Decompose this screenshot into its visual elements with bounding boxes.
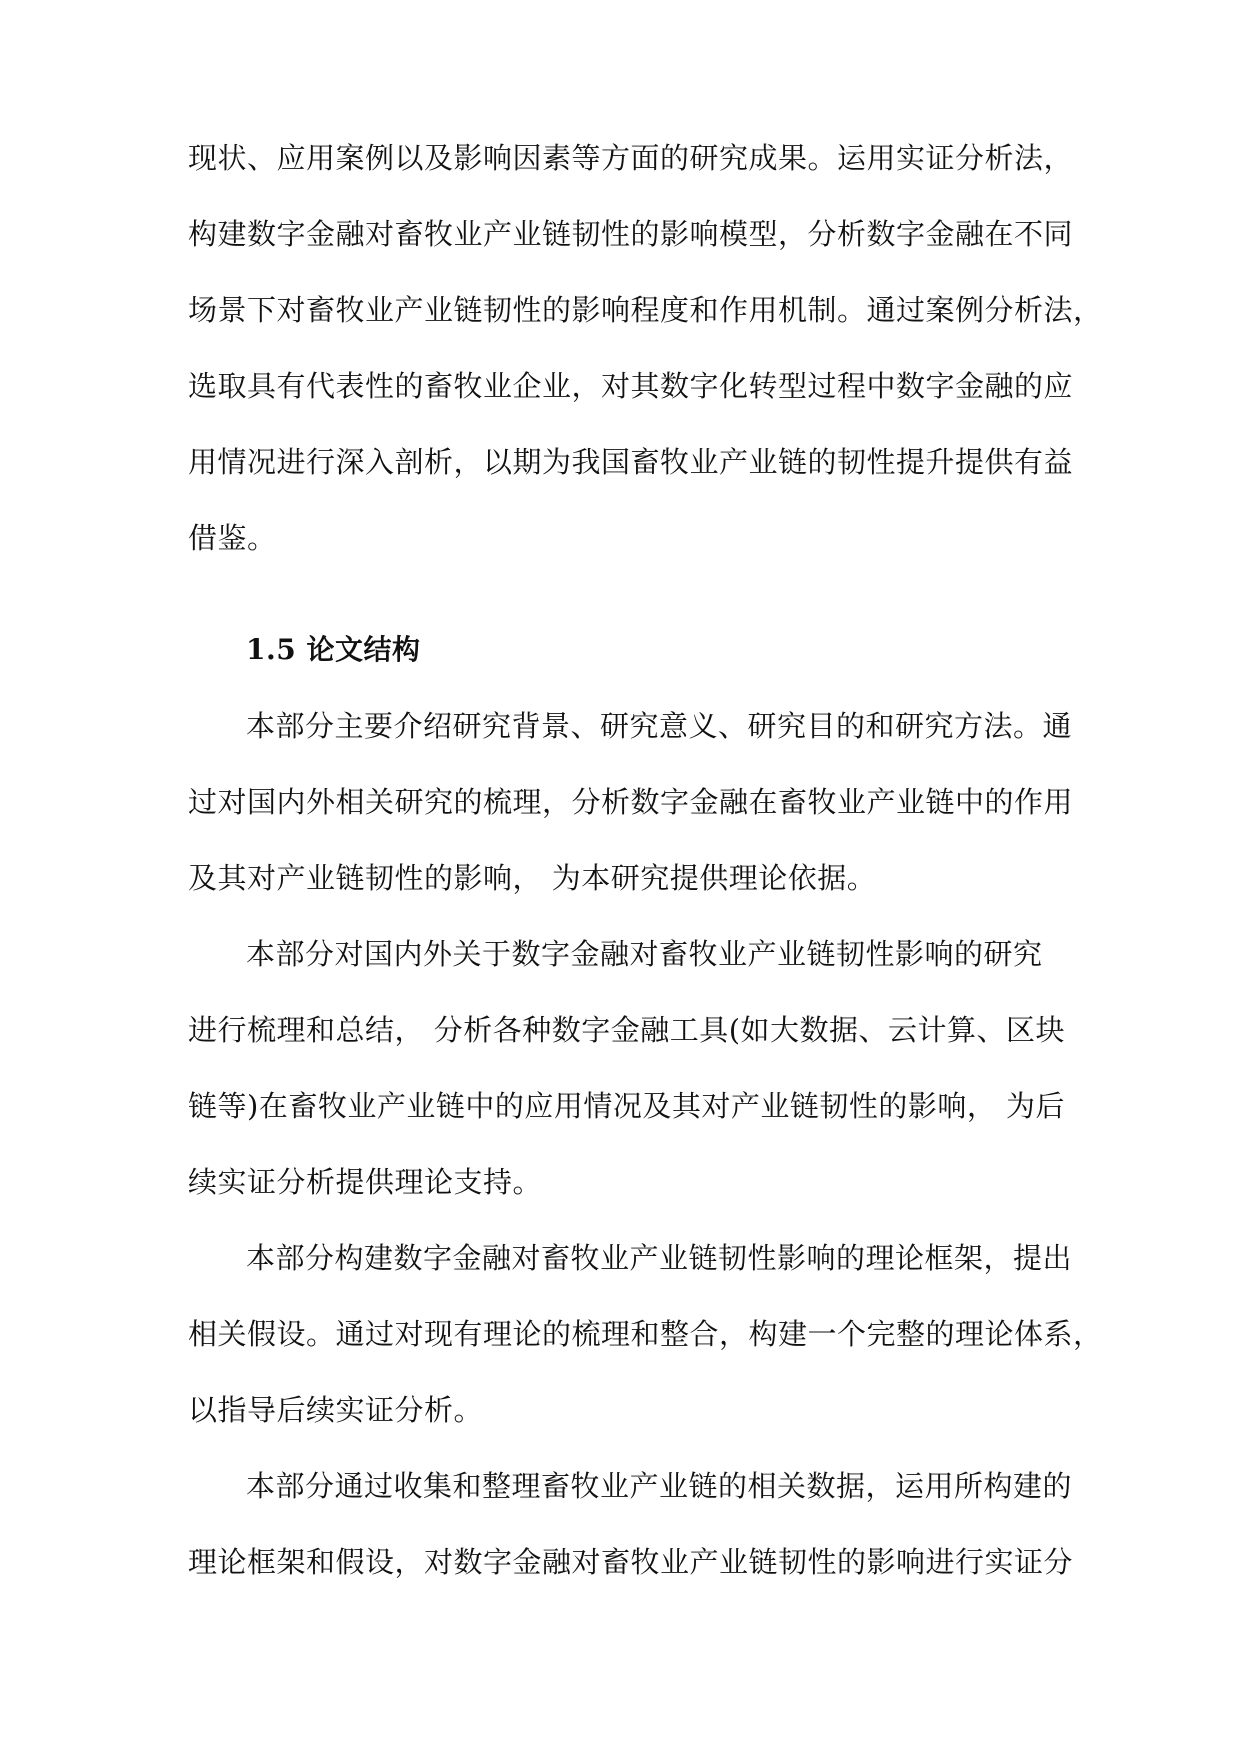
text-line: 及其对产业链韧性的影响， 为本研究提供理论依据。 — [188, 861, 877, 895]
text-line: 进行梳理和总结， 分析各种数字金融工具(如大数据、云计算、区块 — [188, 1013, 1066, 1047]
text-line: 续实证分析提供理论支持。 — [188, 1165, 543, 1199]
text-line: 场景下对畜牧业产业链韧性的影响程度和作用机制。通过案例分析法， — [188, 293, 1103, 327]
text-line: 本部分通过收集和整理畜牧业产业链的相关数据，运用所构建的 — [246, 1469, 1073, 1503]
text-line: 过对国内外相关研究的梳理，分析数字金融在畜牧业产业链中的作用 — [188, 785, 1074, 819]
text-line: 相关假设。通过对现有理论的梳理和整合，构建一个完整的理论体系， — [188, 1317, 1103, 1351]
text-line: 选取具有代表性的畜牧业企业，对其数字化转型过程中数字金融的应 — [188, 369, 1074, 403]
text-line: 借鉴。 — [188, 521, 277, 555]
text-line: 用情况进行深入剖析，以期为我国畜牧业产业链的韧性提升提供有益 — [188, 445, 1074, 479]
section-heading: 1.5 论文结构 — [246, 633, 421, 666]
text-line: 现状、应用案例以及影响因素等方面的研究成果。运用实证分析法， — [188, 141, 1074, 175]
text-line: 以指导后续实证分析。 — [188, 1393, 484, 1427]
text-line: 链等)在畜牧业产业链中的应用情况及其对产业链韧性的影响， 为后 — [188, 1089, 1066, 1123]
text-line: 本部分对国内外关于数字金融对畜牧业产业链韧性影响的研究 — [246, 937, 1043, 971]
text-line: 本部分构建数字金融对畜牧业产业链韧性影响的理论框架，提出 — [246, 1241, 1073, 1275]
text-line: 构建数字金融对畜牧业产业链韧性的影响模型，分析数字金融在不同 — [188, 217, 1074, 251]
text-line: 理论框架和假设，对数字金融对畜牧业产业链韧性的影响进行实证分 — [188, 1545, 1074, 1579]
text-line: 本部分主要介绍研究背景、研究意义、研究目的和研究方法。通 — [246, 709, 1073, 743]
